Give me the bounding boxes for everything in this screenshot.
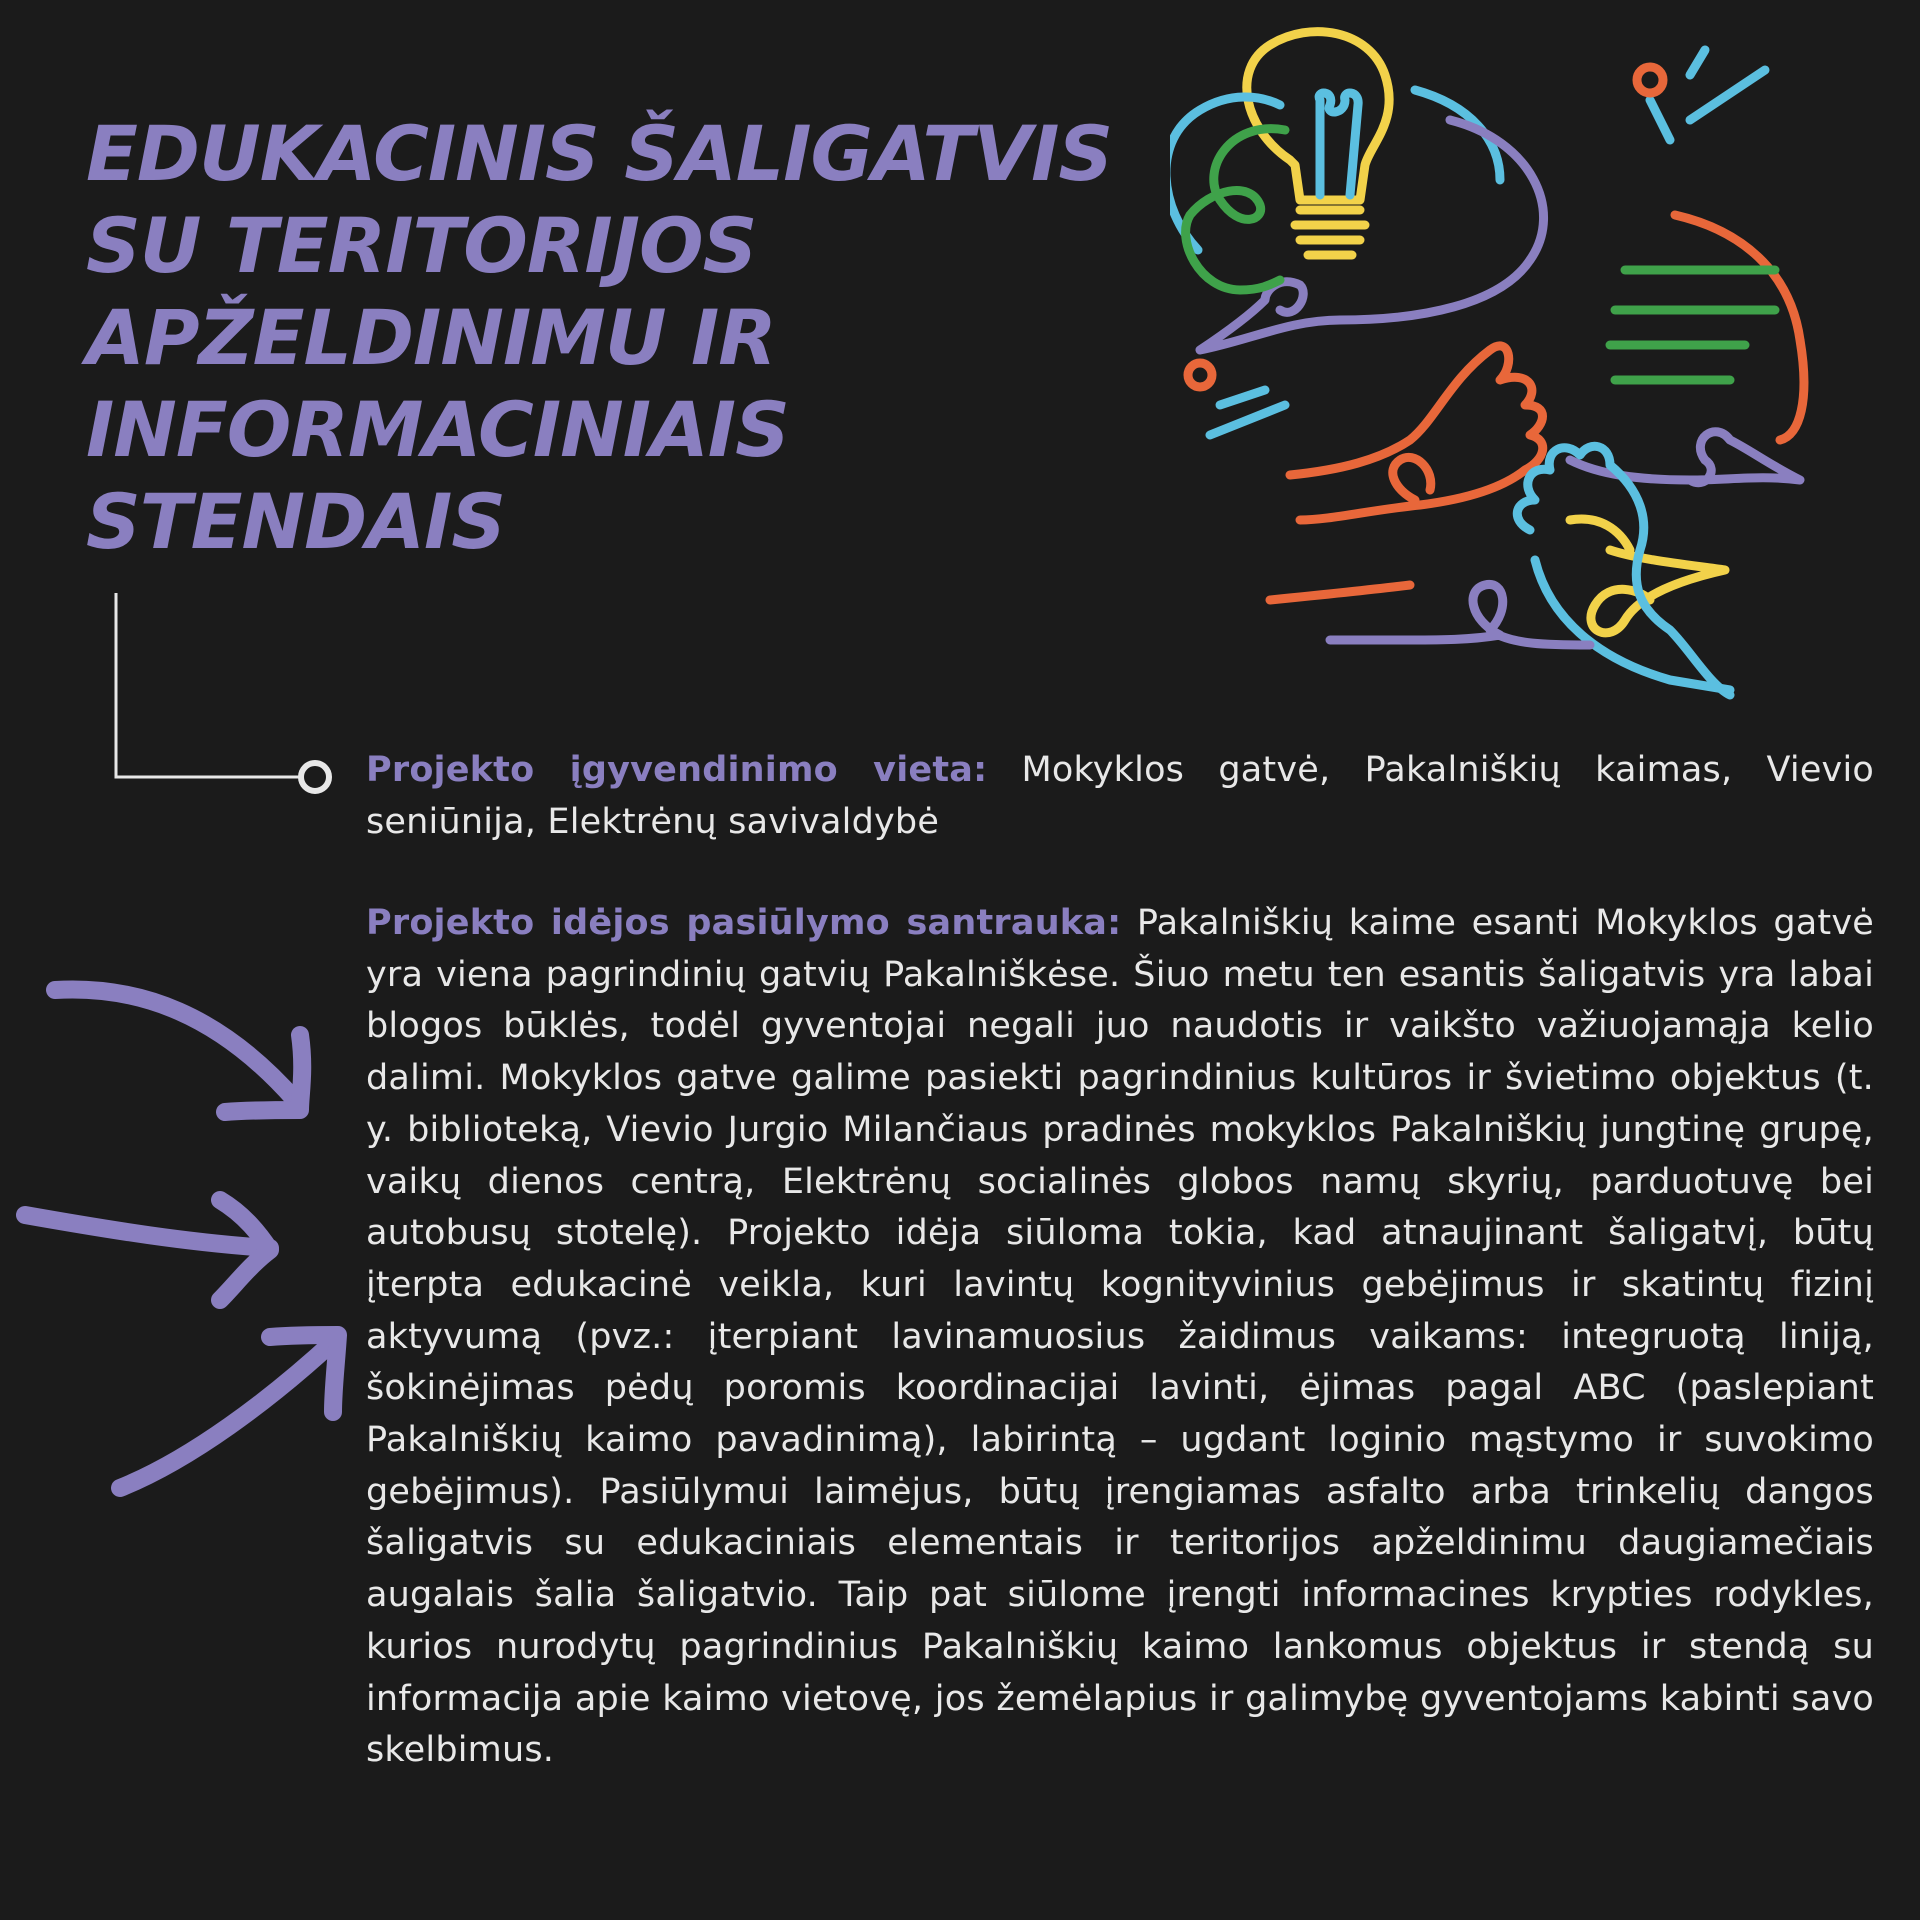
project-location	[366, 745, 1874, 848]
arrow-icon	[120, 1335, 338, 1488]
title-line: EDUKACINIS ŠALIGATVIS	[86, 109, 1113, 198]
project-summary	[366, 898, 1874, 1777]
arrow-icon	[55, 989, 302, 1112]
title-line: INFORMACINIAIS	[86, 385, 789, 474]
arrow-icon	[25, 1200, 270, 1300]
location-label: Projekto įgyvendinimo vieta:	[366, 750, 988, 790]
hands-icon	[1270, 346, 1730, 695]
title-line: STENDAIS	[86, 477, 506, 566]
summary-label: Projekto idėjos pasiūlymo santrauka:	[366, 903, 1122, 943]
bullet-connector	[100, 585, 350, 810]
arrows-decoration	[0, 960, 380, 1520]
title-line: SU TERITORIJOS	[86, 201, 757, 290]
page-title	[86, 108, 1236, 568]
summary-text: Pakalniškių kaime esanti Mokyklos gatvė yra viena pagrindinių gatvių Pakalniškėse. Šiuo metu ten esantis šaligatvis yra labai blogos būklės, todėl gyventojai negali juo naudotis ir vaikšto važiuojamąja kelio dalimi. Mokyklos gatve galime pasiekti pagrindinius kultūros ir švietimo objektus (t. y. biblioteką, Vievio Jurgio Milančiaus pradinės mokyklos Pakalniškių jungtinę grupę, vaikų dienos centrą, Elektrėnų socialinės globos namų skyrių, parduotuvę bei autobusų stotelę). Projekto idėja siūloma tokia, kad atnaujinant šaligatvį, būtų įterpta edukacinė veikla, kuri lavintų kognityvinius gebėjimus ir skatintų fizinį aktyvumą (pvz.: įterpiant lavinamuosius žaidimus vaikams: integruotą liniją, šokinėjimas pėdų poromis koordinacijai lavinti, ėjimas pagal ABC (paslepiant Pakalniškių kaimo pavadinimą), labirintą – ugdant loginio mąstymo ir suvokimo gebėjimus). Pasiūlymui laimėjus, būtų įrengiamas asfalto arba trinkelių dangos šaligatvis su edukaciniais elementais ir teritorijos apželdinimu daugiamečiais augalais šalia šaligatvio. Taip pat siūlome įrengti informacines krypties rodykles, kurios nurodytų pagrindinius Pakalniškių kaimo lankomus objektus ir stendą su informacija apie kaimo vietovę, jos žemėlapius ir galimybę gyventojams kabinti savo skelbimus.	[366, 903, 1874, 1771]
location-text: Mokyklos gatvė, Pakalniškių kaimas, Vievio seniūnija, Elektrėnų savivaldybė	[366, 750, 1874, 842]
ideas-illustration	[1170, 20, 1920, 720]
title-line: APŽELDINIMU IR	[86, 293, 776, 382]
